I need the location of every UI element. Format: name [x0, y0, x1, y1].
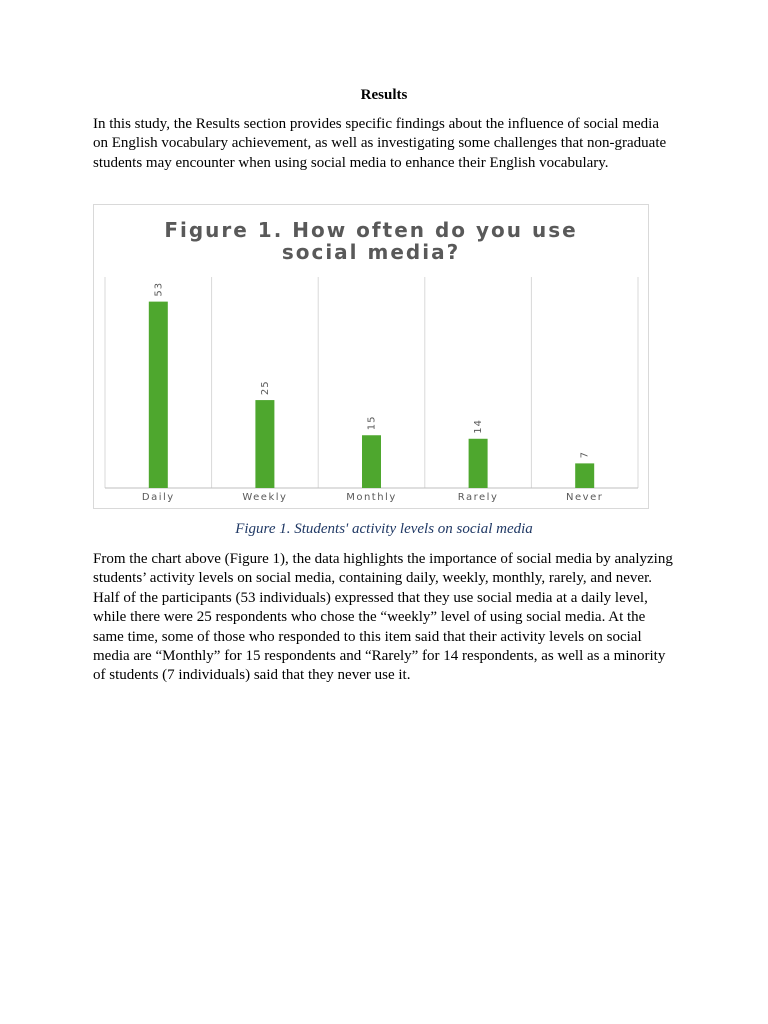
tick-label-weekly: Weekly [242, 492, 288, 503]
bar-chart [93, 204, 649, 509]
figure-caption: Figure 1. Students' activity levels on social media [235, 521, 533, 537]
chart-title-line-1: Figure 1. How often do you use [164, 218, 578, 242]
tick-label-never: Never [566, 492, 604, 503]
data-label-daily: 53 [153, 281, 165, 297]
data-label-never: 7 [579, 451, 591, 459]
tick-label-monthly: Monthly [346, 492, 397, 503]
section-heading: Results [360, 87, 408, 103]
bar-daily [149, 302, 168, 488]
tick-label-rarely: Rarely [457, 492, 499, 503]
chart-plot-area [94, 205, 648, 508]
bar-monthly [362, 435, 381, 488]
bar-never [575, 463, 594, 488]
data-label-monthly: 15 [366, 415, 378, 431]
bar-weekly [255, 400, 274, 488]
data-label-rarely: 14 [473, 419, 485, 434]
analysis-paragraph: From the chart above (Figure 1), the data highlights the importance of social media by analyzing students’ activity levels on social media, containing daily, weekly, monthly, rarely, and never. Half of the participants (53 individuals) expressed that they use social media at a daily level, while there were 25 respondents who chose the “weekly” level of using social media. At the same time, some of those who responded to this item said that their activity levels on social media are “Monthly” for 15 respondents and “Rarely” for 14 respondents, as well as a minority of students (7 individuals) said that they never use it. [93, 551, 673, 684]
data-label-weekly: 25 [259, 380, 271, 396]
bar-rarely [469, 439, 488, 488]
tick-label-daily: Daily [141, 492, 175, 503]
intro-paragraph: In this study, the Results section provides specific findings about the influence of social media on English vocabulary achievement, as well as investigating some challenges that non-graduate students may encounter when using social media to enhance their English vocabulary. [93, 116, 667, 171]
chart-title-line-2: social media? [281, 240, 461, 264]
